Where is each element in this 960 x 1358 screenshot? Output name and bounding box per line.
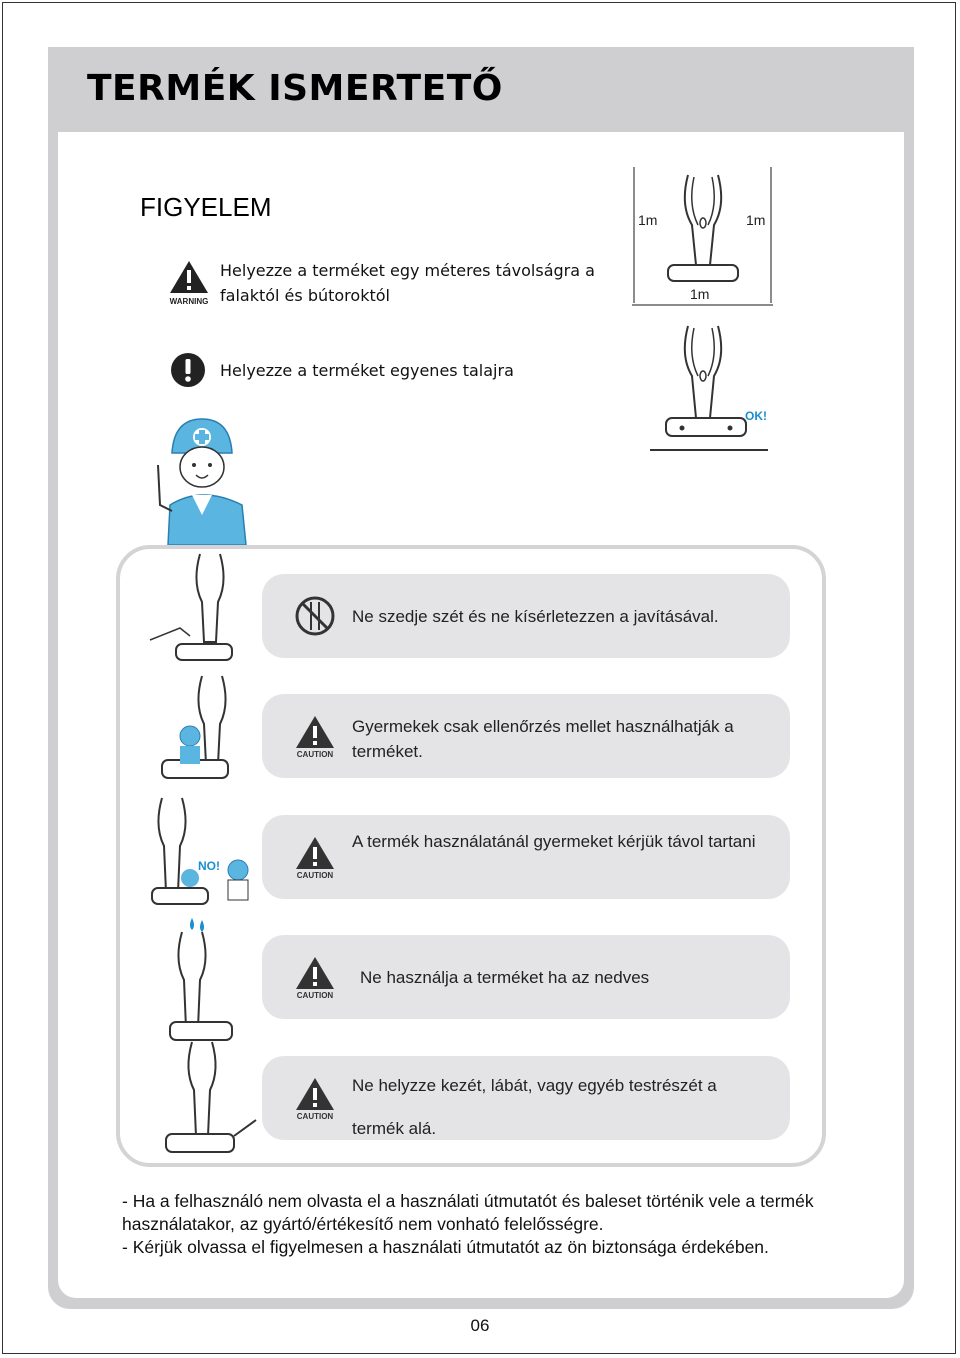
caution-text: Ne használja a terméket ha az nedves xyxy=(360,968,650,987)
caution-icon xyxy=(294,835,336,879)
caution-icon xyxy=(294,714,336,758)
disclaimer-notes xyxy=(122,1190,862,1259)
warning-icon xyxy=(168,259,210,307)
device-keep-children-away-illustration xyxy=(152,798,248,904)
warning-text: Helyezze a terméket egyenes talajra xyxy=(220,360,514,380)
caution-text: Gyermekek csak ellenőrzés mellet használhatják a terméket. xyxy=(352,717,734,761)
distance-label-right: 1m xyxy=(746,212,766,228)
caution-item-wet xyxy=(262,935,790,1019)
caution-item-feet-underneath xyxy=(262,1056,790,1140)
device-wet-illustration xyxy=(170,918,232,1040)
caution-item-keep-children-away xyxy=(262,815,790,899)
device-feet-underneath-illustration xyxy=(166,1042,256,1152)
caution-item-disassembly xyxy=(262,574,790,658)
distance-label-bottom: 1m xyxy=(690,286,710,302)
caution-text: A termék használatánál gyermeket kérjük távol tartani xyxy=(352,832,756,851)
exclamation-icon xyxy=(170,352,206,388)
ok-label: OK! xyxy=(745,409,767,423)
caution-illustrations xyxy=(140,552,260,1162)
device-disassembly-illustration xyxy=(150,554,232,660)
caution-icon xyxy=(294,1076,336,1120)
device-child-supervision-illustration xyxy=(162,676,228,778)
caution-badge-label: CAUTION xyxy=(296,1112,334,1120)
distance-illustration xyxy=(630,165,775,313)
disclaimer-note: - Ha a felhasználó nem olvasta el a használati útmutatót és baleset történik vele a termék használatakor, az gyártó/értékesítő nem vonható felelősségre. xyxy=(122,1191,814,1234)
section-title: FIGYELEM xyxy=(140,192,272,222)
caution-text: Ne szedje szét és ne kísérletezzen a javításával. xyxy=(352,607,719,626)
caution-text-line2: termék alá. xyxy=(352,1119,437,1138)
page-number: 06 xyxy=(470,1316,490,1335)
caution-badge-label: CAUTION xyxy=(296,750,334,758)
disclaimer-note: - Kérjük olvassa el figyelmesen a használati útmutatót az ön biztonsága érdekében. xyxy=(122,1237,769,1257)
caution-text-line1: Ne helyzze kezét, lábát, vagy egyéb testrészét a xyxy=(352,1076,717,1095)
caution-badge-label: CAUTION xyxy=(296,991,334,999)
warning-row-distance xyxy=(168,258,620,308)
distance-label-left: 1m xyxy=(638,212,658,228)
page-title: TERMÉK ISMERTETŐ xyxy=(87,68,503,109)
no-label: NO! xyxy=(198,859,220,873)
warning-text: Helyezze a terméket egy méteres távolságra a falaktól és bútoroktól xyxy=(220,261,595,305)
warning-row-level-floor xyxy=(170,352,514,388)
no-disassembly-icon xyxy=(294,594,336,638)
caution-item-child-supervision xyxy=(262,694,790,778)
caution-icon xyxy=(294,955,336,999)
warning-badge-label: WARNING xyxy=(169,297,209,306)
caution-badge-label: CAUTION xyxy=(296,871,334,879)
level-floor-illustration xyxy=(648,320,778,458)
helper-character-illustration xyxy=(150,415,250,545)
